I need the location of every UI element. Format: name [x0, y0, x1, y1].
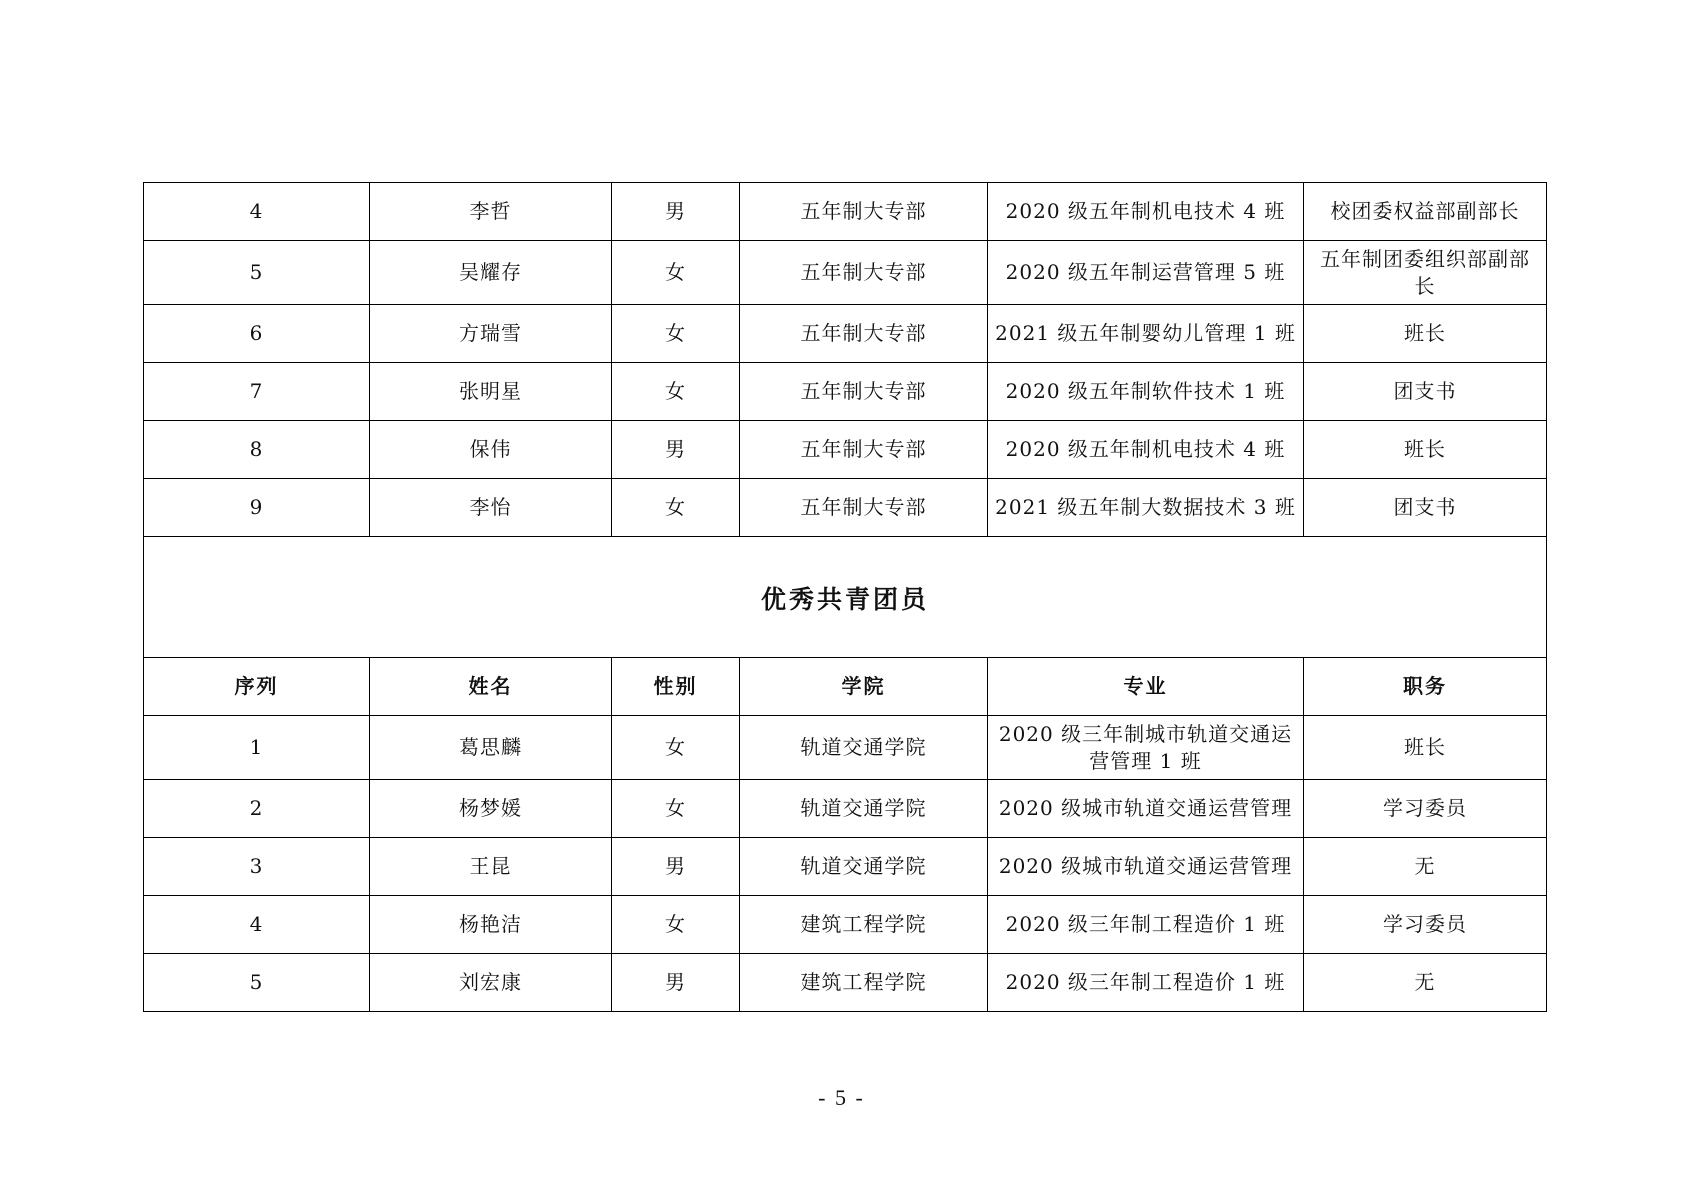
major-cell: 2021 级五年制婴幼儿管理 1 班	[988, 305, 1304, 363]
college-cell: 建筑工程学院	[740, 954, 988, 1012]
name-cell: 杨艳洁	[370, 896, 612, 954]
position-cell: 无	[1304, 838, 1547, 896]
gender-cell: 男	[612, 838, 740, 896]
header-position: 职务	[1304, 658, 1547, 716]
header-seq: 序列	[144, 658, 370, 716]
gender-cell: 女	[612, 716, 740, 780]
major-cell: 2020 级五年制软件技术 1 班	[988, 363, 1304, 421]
gender-cell: 男	[612, 421, 740, 479]
position-cell: 学习委员	[1304, 896, 1547, 954]
major-cell: 2020 级五年制机电技术 4 班	[988, 421, 1304, 479]
name-cell: 葛思麟	[370, 716, 612, 780]
gender-cell: 女	[612, 305, 740, 363]
table-row	[144, 780, 1547, 838]
page-number: - 5 -	[818, 1085, 865, 1110]
major-cell: 2020 级五年制运营管理 5 班	[988, 241, 1304, 305]
seq-cell: 5	[144, 954, 370, 1012]
table-row	[144, 241, 1547, 305]
gender-cell: 男	[612, 183, 740, 241]
position-cell: 班长	[1304, 305, 1547, 363]
gender-cell: 女	[612, 780, 740, 838]
gender-cell: 女	[612, 479, 740, 537]
position-cell: 班长	[1304, 716, 1547, 780]
position-cell: 五年制团委组织部副部长	[1304, 241, 1547, 305]
college-cell: 建筑工程学院	[740, 896, 988, 954]
header-gender: 性别	[612, 658, 740, 716]
name-cell: 杨梦媛	[370, 780, 612, 838]
gender-cell: 女	[612, 363, 740, 421]
college-cell: 轨道交通学院	[740, 716, 988, 780]
major-cell: 2021 级五年制大数据技术 3 班	[988, 479, 1304, 537]
section-title-row	[144, 537, 1547, 658]
name-cell: 保伟	[370, 421, 612, 479]
name-cell: 张明星	[370, 363, 612, 421]
position-cell: 无	[1304, 954, 1547, 1012]
gender-cell: 男	[612, 954, 740, 1012]
seq-cell: 7	[144, 363, 370, 421]
header-major: 专业	[988, 658, 1304, 716]
position-cell: 团支书	[1304, 363, 1547, 421]
name-cell: 王昆	[370, 838, 612, 896]
seq-cell: 3	[144, 838, 370, 896]
header-college: 学院	[740, 658, 988, 716]
position-cell: 校团委权益部副部长	[1304, 183, 1547, 241]
position-cell: 班长	[1304, 421, 1547, 479]
seq-cell: 2	[144, 780, 370, 838]
gender-cell: 女	[612, 241, 740, 305]
name-cell: 吴耀存	[370, 241, 612, 305]
table-row	[144, 716, 1547, 780]
name-cell: 李哲	[370, 183, 612, 241]
table-row	[144, 896, 1547, 954]
seq-cell: 4	[144, 183, 370, 241]
seq-cell: 4	[144, 896, 370, 954]
table-row	[144, 183, 1547, 241]
table-row	[144, 305, 1547, 363]
college-cell: 五年制大专部	[740, 479, 988, 537]
college-cell: 轨道交通学院	[740, 780, 988, 838]
seq-cell: 5	[144, 241, 370, 305]
college-cell: 五年制大专部	[740, 305, 988, 363]
college-cell: 轨道交通学院	[740, 838, 988, 896]
major-cell: 2020 级三年制城市轨道交通运营管理 1 班	[988, 716, 1304, 780]
table-row	[144, 838, 1547, 896]
major-cell: 2020 级三年制工程造价 1 班	[988, 896, 1304, 954]
major-cell: 2020 级五年制机电技术 4 班	[988, 183, 1304, 241]
college-cell: 五年制大专部	[740, 183, 988, 241]
table-row	[144, 421, 1547, 479]
table-row	[144, 363, 1547, 421]
seq-cell: 6	[144, 305, 370, 363]
college-cell: 五年制大专部	[740, 241, 988, 305]
college-cell: 五年制大专部	[740, 421, 988, 479]
table-header-row	[144, 658, 1547, 716]
seq-cell: 1	[144, 716, 370, 780]
position-cell: 团支书	[1304, 479, 1547, 537]
position-cell: 学习委员	[1304, 780, 1547, 838]
major-cell: 2020 级城市轨道交通运营管理	[988, 780, 1304, 838]
major-cell: 2020 级三年制工程造价 1 班	[988, 954, 1304, 1012]
college-cell: 五年制大专部	[740, 363, 988, 421]
name-cell: 刘宏康	[370, 954, 612, 1012]
seq-cell: 8	[144, 421, 370, 479]
seq-cell: 9	[144, 479, 370, 537]
table-row	[144, 954, 1547, 1012]
table-row	[144, 479, 1547, 537]
name-cell: 李怡	[370, 479, 612, 537]
section-title: 优秀共青团员	[144, 537, 1547, 658]
roster-table	[143, 182, 1547, 1012]
header-name: 姓名	[370, 658, 612, 716]
name-cell: 方瑞雪	[370, 305, 612, 363]
gender-cell: 女	[612, 896, 740, 954]
major-cell: 2020 级城市轨道交通运营管理	[988, 838, 1304, 896]
